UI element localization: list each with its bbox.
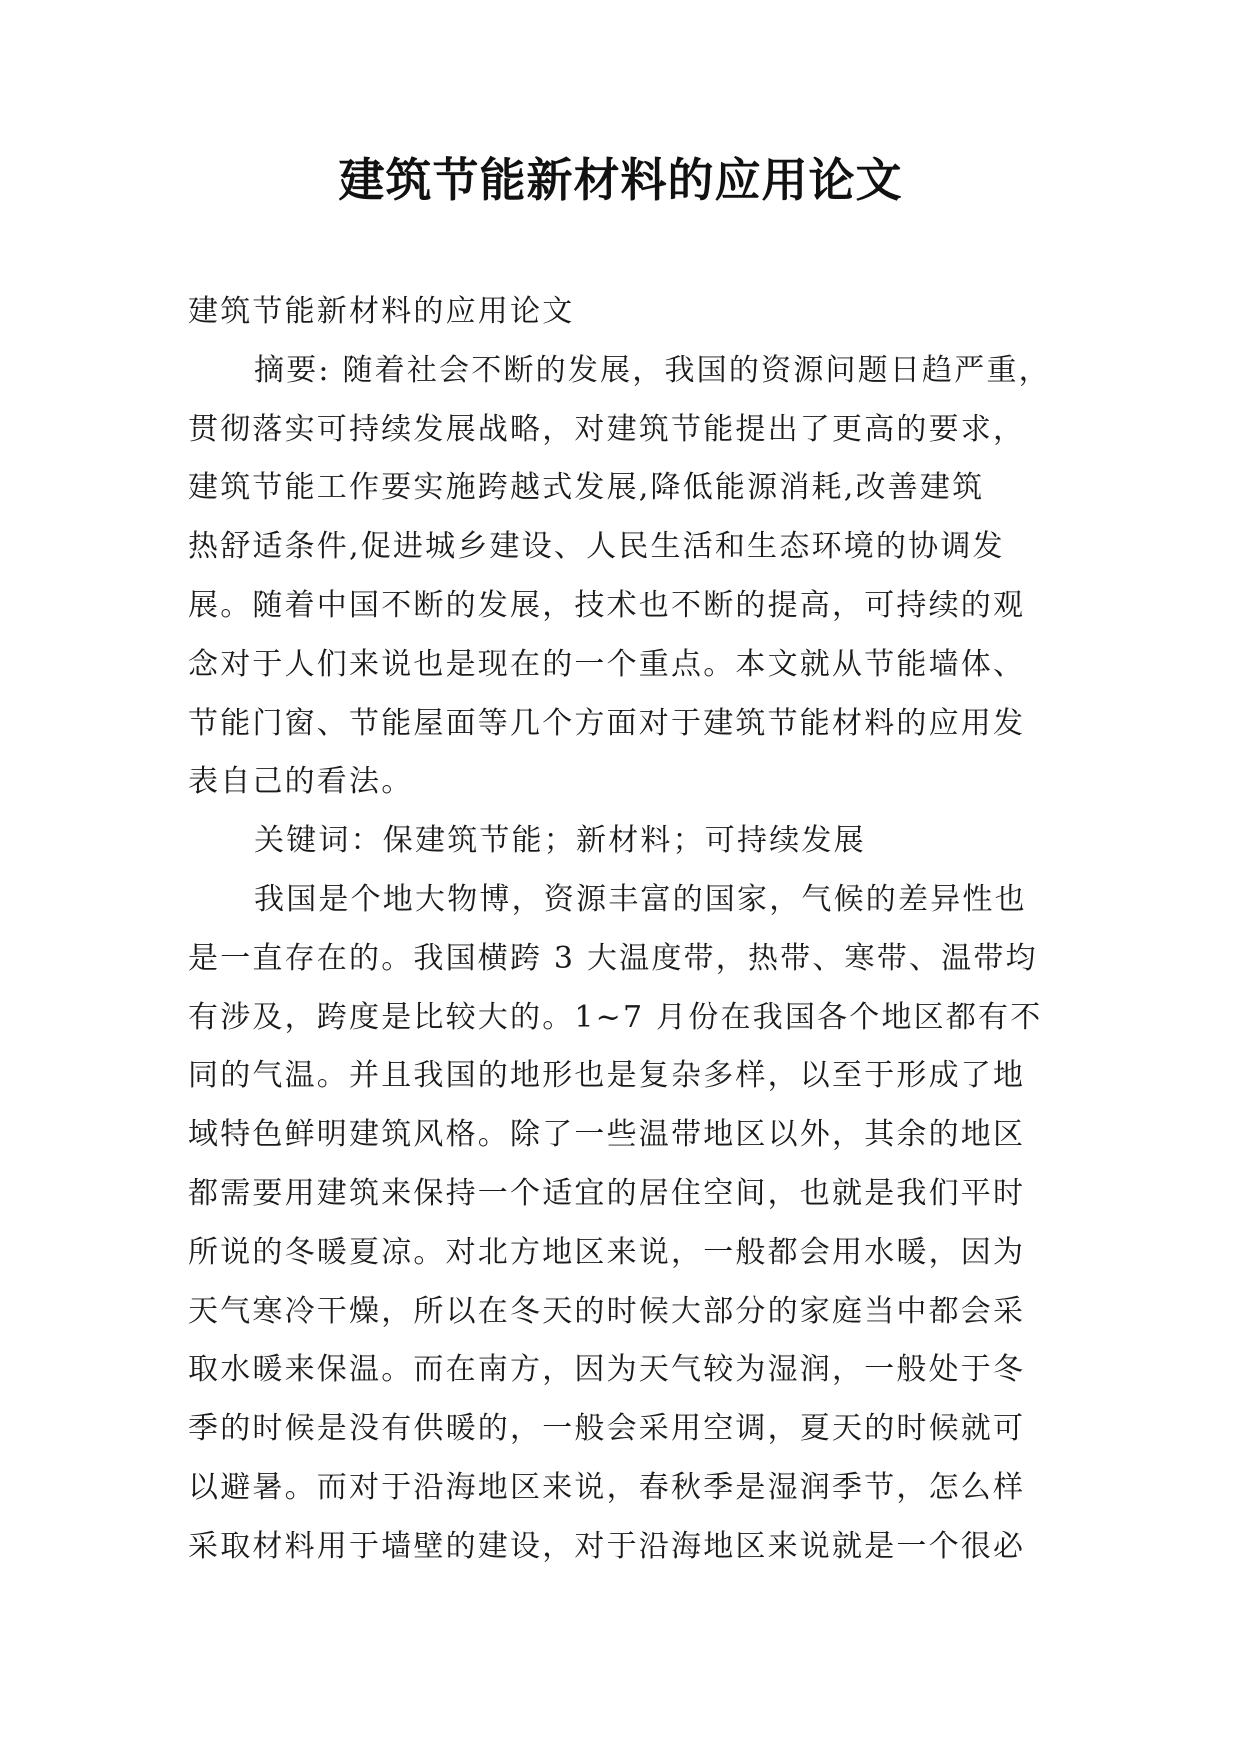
body-line: 同的气温。并且我国的地形也是复杂多样，以至于形成了地 [188,1058,1026,1094]
document-body [188,283,1068,1577]
body-line: 以避暑。而对于沿海地区来说，春秋季是湿润季节，怎么样 [188,1469,1026,1505]
abstract-line: 建筑节能工作要实施跨越式发展,降低能源消耗,改善建筑 [188,470,985,506]
body-line: 我国是个地大物博，资源丰富的国家，气候的差异性也 [254,881,1027,917]
body-line: 所说的冬暖夏凉。对北方地区来说，一般都会用水暖，因为 [188,1234,1026,1270]
abstract-line: 节能门窗、节能屋面等几个方面对于建筑节能材料的应用发 [188,705,1026,741]
body-line: 是一直存在的。我国横跨 3 大温度带，热带、寒带、温带均 [188,940,1038,976]
abstract-line: 摘要: 随着社会不断的发展，我国的资源问题日趋严重， [254,352,1051,388]
abstract-line: 热舒适条件,促进城乡建设、人民生活和生态环境的协调发 [188,529,1005,565]
paper-title-line: 建筑节能新材料的应用论文 [188,294,575,329]
body-line: 天气寒冷干燥，所以在冬天的时候大部分的家庭当中都会采 [188,1293,1026,1329]
abstract-line: 展。随着中国不断的发展，技术也不断的提高，可持续的观 [188,587,1026,623]
body-line: 季的时候是没有供暖的，一般会采用空调，夏天的时候就可 [188,1411,1026,1447]
body-line: 域特色鲜明建筑风格。除了一些温带地区以外，其余的地区 [188,1117,1026,1153]
abstract-line: 表自己的看法。 [188,764,414,800]
body-line: 采取材料用于墙壁的建设，对于沿海地区来说就是一个很必 [188,1528,1026,1564]
keywords-line: 关键词：保建筑节能；新材料；可持续发展 [254,823,866,859]
abstract-line: 念对于人们来说也是现在的一个重点。本文就从节能墙体、 [188,646,1026,682]
document-title: 建筑节能新材料的应用论文 [338,153,903,207]
abstract-line: 贯彻落实可持续发展战略，对建筑节能提出了更高的要求， [188,411,1026,447]
abstract-section [188,342,1068,812]
body-line: 有涉及，跨度是比较大的。1~7 月份在我国各个地区都有不 [188,999,1043,1035]
body-paragraph [188,871,1068,1577]
body-line: 取水暖来保温。而在南方，因为天气较为湿润，一般处于冬 [188,1352,1026,1388]
body-line: 都需要用建筑来保持一个适宜的居住空间，也就是我们平时 [188,1175,1026,1211]
